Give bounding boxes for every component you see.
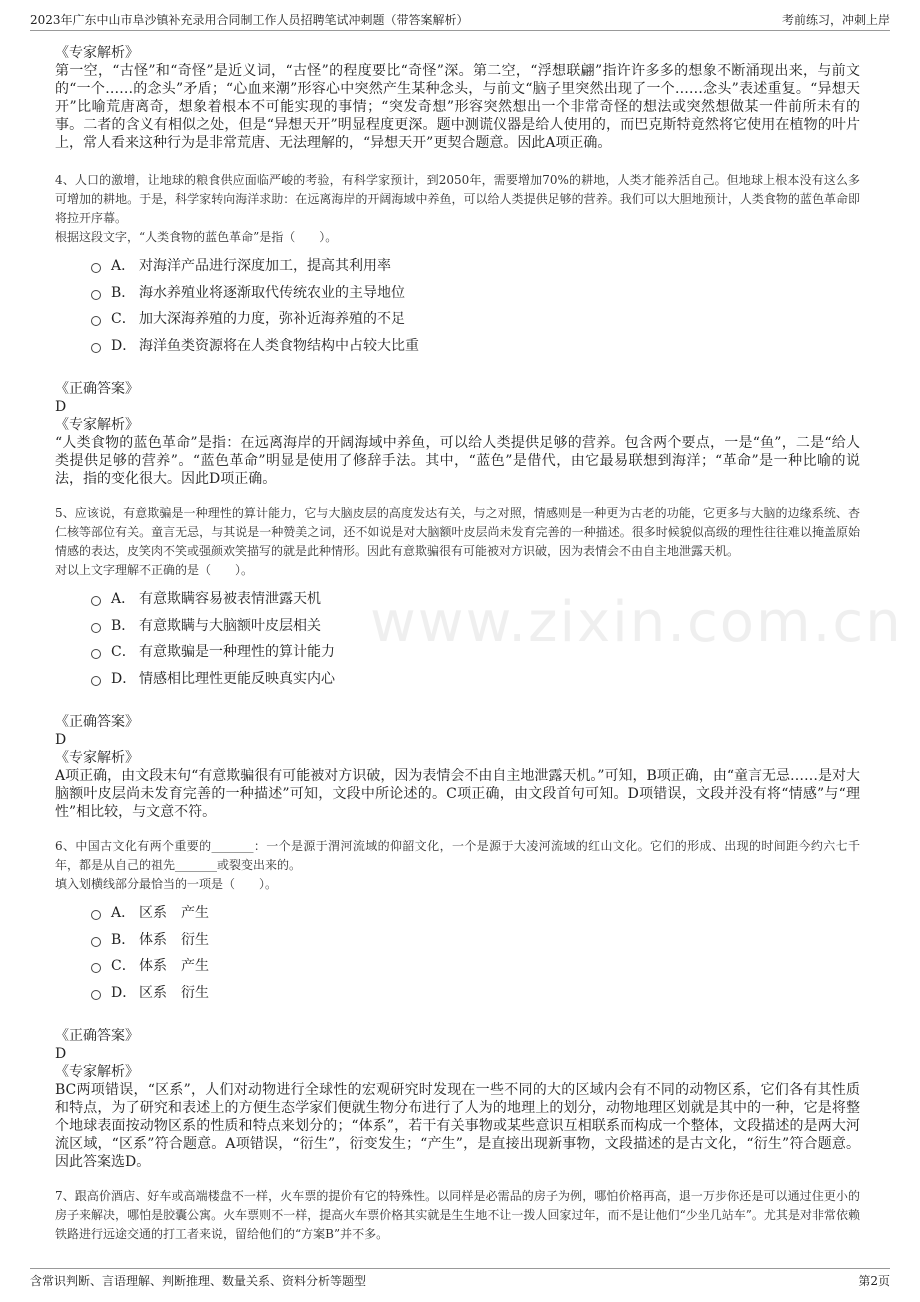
question-6 (55, 837, 860, 1171)
answer-label: 《正确答案》 (55, 714, 139, 730)
question-6-options (91, 899, 860, 1005)
question-4 (55, 171, 860, 488)
question-4-answer: D (55, 399, 67, 415)
question-4-analysis: “人类食物的蓝色革命”是指：在远离海岸的开阔海域中养鱼，可以给人类提供足够的营养。包含两个要点，一是“鱼”，二是“给人类提供足够的营养”。“蓝色革命”明显是使用了修辞手法。其中，“蓝色”是借代，由它最易联想到海洋；“革命”是一种比喻的说法，指的变化很大。因此D项正确。 (55, 435, 860, 487)
watermark: www.zixin.com.cn (370, 590, 903, 655)
question-5 (55, 504, 860, 821)
radio-icon[interactable] (91, 316, 101, 326)
radio-icon[interactable] (91, 596, 101, 606)
page-number: 第2页 (858, 1273, 890, 1288)
radio-icon[interactable] (91, 343, 101, 353)
q3-analysis-section (55, 44, 860, 152)
radio-icon[interactable] (91, 963, 101, 973)
question-6-analysis: BC两项错误，“区系”，人们对动物进行全球性的宏观研究时发现在一些不同的大的区域内会有不同的动物区系，它们各有其性质和特点，为了研究和表述上的方便生态学家们便就生物分布进行了人为的地理上的划分，动物地理区划就是其中的一种，它是将整个地球表面按动物区系的性质和特点来划分的；“体系”，若干有关事物或某些意识互相联系而构成一个整体，文段描述的是两大河流区域，“区系”符合题意。A项错误，“衍生”，衍变发生；“产生”，是直接出现新事物，文段描述的是古文化，“衍生”符合题意。因此答案选D。 (55, 1082, 860, 1170)
option-c[interactable]: C． 有意欺骗是一种理性的算计能力 (91, 638, 860, 665)
question-5-ask: 对以上文字理解不正确的是（ ）。 (55, 563, 254, 577)
question-4-ask: 根据这段文字，“人类食物的蓝色革命”是指（ ）。 (55, 230, 338, 244)
option-c[interactable]: C． 体系 产生 (91, 952, 860, 979)
option-b[interactable]: B． 海水养殖业将逐渐取代传统农业的主导地位 (91, 279, 860, 306)
radio-icon[interactable] (91, 910, 101, 920)
radio-icon[interactable] (91, 623, 101, 633)
option-c[interactable]: C． 加大深海养殖的力度，弥补近海养殖的不足 (91, 305, 860, 332)
question-7 (55, 1187, 860, 1244)
question-6-ask: 填入划横线部分最恰当的一项是（ ）。 (55, 877, 278, 891)
analysis-label: 《专家解析》 (55, 1064, 139, 1080)
answer-label: 《正确答案》 (55, 1028, 139, 1044)
analysis-label: 《专家解析》 (55, 750, 139, 766)
radio-icon[interactable] (91, 676, 101, 686)
page-header (30, 8, 890, 31)
radio-icon[interactable] (91, 649, 101, 659)
radio-icon[interactable] (91, 290, 101, 300)
radio-icon[interactable] (91, 263, 101, 273)
question-4-stem: 4、人口的激增，让地球的粮食供应面临严峻的考验，有科学家预计，到2050年，需要增加70%的耕地，人类才能养活自己。但地球上根本没有这么多可增加的耕地。于是，科学家转向海洋求助：在远离海岸的开阔海域中养鱼，可以给人类提供足够的营养。我们可以大胆地预计，人类食物的蓝色革命即将拉开序幕。 (55, 173, 860, 225)
header-tagline: 考前练习，冲刺上岸 (781, 12, 890, 27)
footer-categories: 含常识判断、言语理解、判断推理、数量关系、资料分析等题型 (30, 1273, 367, 1288)
question-4-options (91, 252, 860, 358)
document-title: 2023年广东中山市阜沙镇补充录用合同制工作人员招聘笔试冲刺题（带答案解析） (30, 12, 469, 27)
option-d[interactable]: D． 区系 衍生 (91, 979, 860, 1006)
question-6-stem: 6、中国古文化有两个重要的_______：一个是源于渭河流域的仰韶文化，一个是源于大凌河流域的红山文化。它们的形成、出现的时间距今约六七千年，都是从自己的祖先_______或裂变出来的。 (55, 839, 860, 872)
answer-label: 《正确答案》 (55, 381, 139, 397)
option-b[interactable]: B． 有意欺瞒与大脑额叶皮层相关 (91, 612, 860, 639)
question-5-options (91, 585, 860, 691)
analysis-label: 《专家解析》 (55, 45, 139, 61)
question-5-answer: D (55, 732, 67, 748)
option-d[interactable]: D． 海洋鱼类资源将在人类食物结构中占较大比重 (91, 332, 860, 359)
question-6-answer: D (55, 1046, 67, 1062)
analysis-label: 《专家解析》 (55, 417, 139, 433)
question-7-stem: 7、跟高价酒店、好车或高端楼盘不一样，火车票的提价有它的特殊性。以同样是必需品的房子为例，哪怕价格再高，退一万步你还是可以通过住更小的房子来解决，哪怕是胶囊公寓。火车票则不一样，提高火车票价格其实就是生生地不让一拨人回家过年，而不是让他们“少坐几站车”。尤其是对非常依赖铁路进行远途交通的打工者来说，留给他们的“方案B”并不多。 (55, 1189, 860, 1241)
question-5-stem: 5、应该说，有意欺骗是一种理性的算计能力，它与大脑皮层的高度发达有关，与之对照，情感则是一种更为古老的功能，它更多与大脑的边缘系统、杏仁核等部位有关。童言无忌，与其说是一种赞美之词，还不如说是对大脑额叶皮层尚未发育完善的一种描述。很多时候貌似高级的理性往往难以掩盖原始情感的表达，皮笑肉不笑或强颜欢笑描写的就是此种情形。因此有意欺骗很有可能被对方识破，因为表情会不由自主地泄露天机。 (55, 506, 860, 558)
question-5-analysis: A项正确，由文段末句“有意欺骗很有可能被对方识破，因为表情会不由自主地泄露天机。”可知，B项正确，由“童言无忌……是对大脑额叶皮层尚未发育完善的一种描述”可知，文段中所论述的。C项正确，由文段首句可知。D项错误，文段并没有将“情感”与“理性”相比较，与文意不符。 (55, 768, 860, 820)
page-content (55, 44, 860, 1244)
option-a[interactable]: A． 有意欺瞒容易被表情泄露天机 (91, 585, 860, 612)
page-footer (30, 1268, 890, 1291)
radio-icon[interactable] (91, 937, 101, 947)
option-d[interactable]: D． 情感相比理性更能反映真实内心 (91, 665, 860, 692)
radio-icon[interactable] (91, 990, 101, 1000)
option-a[interactable]: A． 对海洋产品进行深度加工，提高其利用率 (91, 252, 860, 279)
q3-analysis-text: 第一空，“古怪”和“奇怪”是近义词，“古怪”的程度要比“奇怪”深。第二空，“浮想联翩”指许许多多的想象不断涌现出来，与前文的“一个……的念头”矛盾；“心血来潮”形容心中突然产生某种念头，与前文“脑子里突然出现了一个……念头”表述重复。“异想天开”比喻荒唐离奇，想象着根本不可能实现的事情；“突发奇想”形容突然想出一个非常奇怪的想法或突然想做某一件前所未有的事。二者的含义有相似之处，但是“异想天开”明显程度更深。题中测谎仪器是给人使用的，而巴克斯特竟然将它使用在植物的叶片上，常人看来这种行为是非常荒唐、无法理解的，“异想天开”更契合题意。因此A项正确。 (55, 63, 860, 151)
option-b[interactable]: B． 体系 衍生 (91, 926, 860, 953)
option-a[interactable]: A． 区系 产生 (91, 899, 860, 926)
